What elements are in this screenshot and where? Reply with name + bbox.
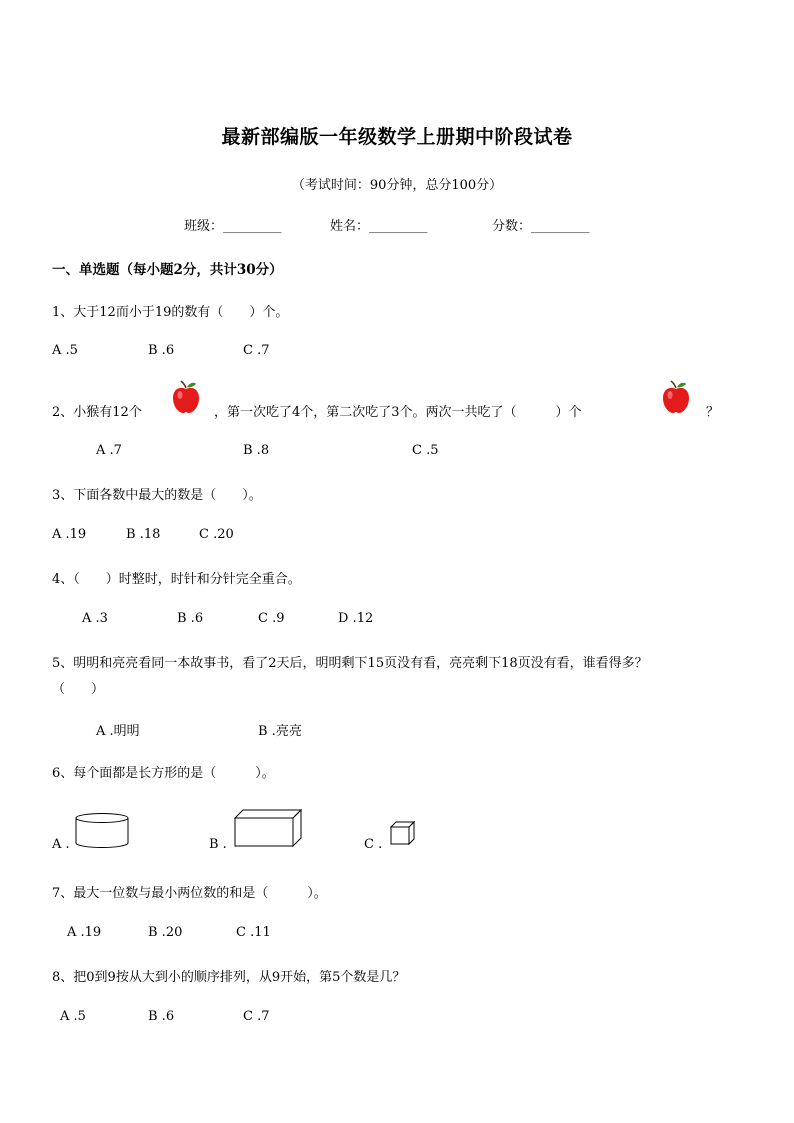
question-8: 8、把0到9按从大到小的顺序排列，从9开始，第5个数是几？ [52,970,406,985]
question-2-part-b: ，第一次吃了4个，第二次吃了3个。两次一共吃了（ ）个 [214,405,582,420]
question-7: 7、最大一位数与最小两位数的和是（ ）。 [52,886,327,901]
q1-option-a: A .5 [52,343,78,358]
q2-option-b: B .8 [243,443,270,458]
q3-option-b: B .18 [126,527,161,542]
q3-option-a: A .19 [52,527,87,542]
question-1: 1、大于12而小于19的数有（ ）个。 [52,305,289,320]
q6-option-c: C . [364,837,383,852]
question-5-blank: （ ） [52,682,105,697]
question-2-part-a: 2、小猴有12个 [52,405,142,420]
cuboid-icon [233,808,303,848]
question-3: 3、下面各数中最大的数是（ ）。 [52,488,262,503]
class-field: 班级：_________ [184,219,282,234]
page-title: 最新部编版一年级数学上册期中阶段试卷 [221,126,573,148]
q1-option-b: B .6 [148,343,175,358]
q8-option-a: A .5 [60,1009,86,1024]
question-2-part-c: ？ [706,405,720,420]
q3-option-c: C .20 [199,527,234,542]
q7-option-b: B .20 [148,925,183,940]
question-4: 4、（ ）时整时，时针和分针完全重合。 [52,572,301,587]
question-5: 5、明明和亮亮看同一本故事书，看了2天后，明明剩下15页没有看，亮亮剩下18页没有看，谁看得多？ [52,656,648,671]
q2-option-c: C .5 [412,443,439,458]
q8-option-c: C .7 [243,1009,270,1024]
cylinder-icon [74,812,130,850]
q5-option-a: A .明明 [96,724,140,739]
q4-option-d: D .12 [338,611,374,626]
question-6: 6、每个面都是长方形的是（ ）。 [52,766,275,781]
q6-option-b: B . [209,837,227,852]
q5-option-b: B .亮亮 [258,724,302,739]
score-field: 分数：_________ [492,219,590,234]
apple-icon [661,380,691,414]
apple-icon [171,380,201,414]
q1-option-c: C .7 [243,343,270,358]
q4-option-a: A .3 [82,611,108,626]
exam-subtitle: （考试时间：90分钟，总分100分） [291,178,503,193]
section-heading: 一、单选题（每小题2分，共计30分） [52,262,283,278]
q2-option-a: A .7 [96,443,122,458]
q8-option-b: B .6 [148,1009,175,1024]
q4-option-b: B .6 [177,611,204,626]
name-field: 姓名：_________ [330,219,428,234]
q4-option-c: C .9 [258,611,285,626]
q7-option-c: C .11 [236,925,271,940]
cube-icon [389,820,417,846]
q7-option-a: A .19 [67,925,102,940]
q6-option-a: A . [52,837,70,852]
